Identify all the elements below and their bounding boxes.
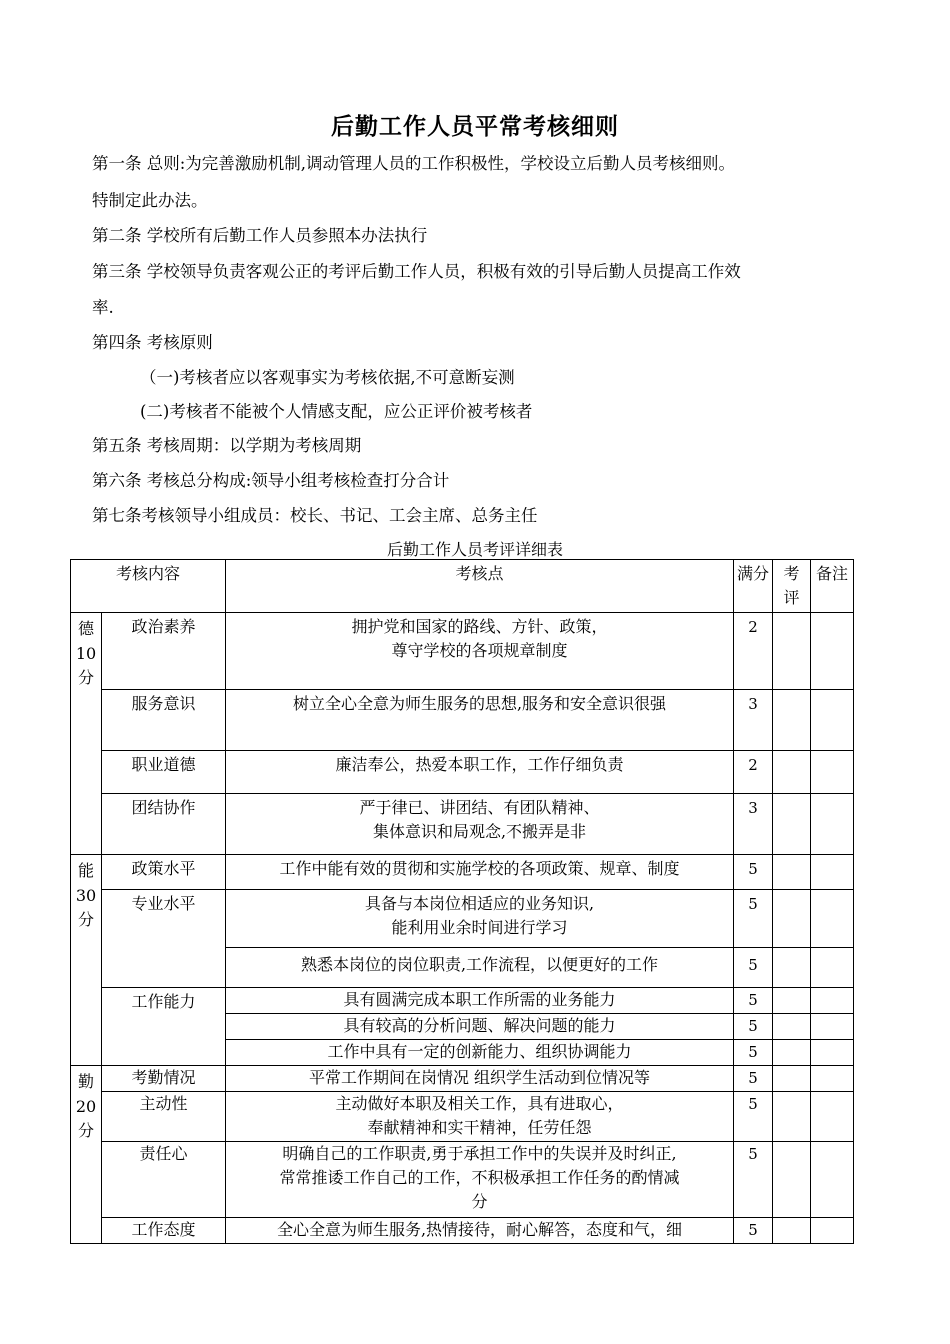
item-score: 2 [734,613,773,690]
item-score: 5 [734,1092,773,1142]
category-de: 德10分 [71,613,102,855]
item-name: 工作能力 [102,988,226,1066]
review-cell[interactable] [773,690,811,751]
item-score: 5 [734,948,773,988]
principle-2: (二)考核者不能被个人情感支配，应公正评价被考核者 [140,402,533,421]
paragraph-5: 第五条 考核周期：以学期为考核周期 [92,436,362,455]
paragraph-4: 第四条 考核原则 [92,333,213,352]
item-point: 树立全心全意为师生服务的思想,服务和安全意识很强 [226,690,734,751]
item-point: 廉洁奉公，热爱本职工作，工作仔细负责 [226,751,734,794]
table-row [71,690,854,751]
header-points: 考核点 [226,560,734,613]
note-cell[interactable] [811,1142,854,1218]
header-full-score: 满分 [734,560,773,613]
review-cell[interactable] [773,890,811,948]
item-point: 工作中具有一定的创新能力、组织协调能力 [226,1040,734,1066]
item-point: 明确自己的工作职责,勇于承担工作中的失误并及时纠正, 常常推诿工作自己的工作，不积极承担工作任务的酌情减 分 [226,1142,734,1218]
paragraph-3-cont: 率. [92,298,114,317]
table-row [71,1092,854,1142]
item-name: 政策水平 [102,855,226,890]
item-point: 主动做好本职及相关工作，具有进取心， 奉献精神和实干精神，任劳任怨 [226,1092,734,1142]
paragraph-1: 第一条 总则:为完善激励机制,调动管理人员的工作积极性，学校设立后勤人员考核细则。 [92,154,736,173]
table-row [71,1142,854,1218]
item-name: 考勤情况 [102,1066,226,1092]
item-point: 工作中能有效的贯彻和实施学校的各项政策、规章、制度 [226,855,734,890]
item-name: 工作态度 [102,1218,226,1244]
item-score: 5 [734,988,773,1014]
item-score: 5 [734,890,773,948]
item-name: 职业道德 [102,751,226,794]
item-score: 5 [734,1014,773,1040]
item-score: 5 [734,1040,773,1066]
category-neng: 能30分 [71,855,102,1066]
note-cell[interactable] [811,794,854,855]
item-score: 5 [734,1142,773,1218]
item-name: 政治素养 [102,613,226,690]
table-row [71,890,854,948]
item-score: 5 [734,1066,773,1092]
table-row [71,1066,854,1092]
note-cell[interactable] [811,1092,854,1142]
note-cell[interactable] [811,1066,854,1092]
note-cell[interactable] [811,751,854,794]
review-cell[interactable] [773,1218,811,1244]
table-caption: 后勤工作人员考评详细表 [386,540,563,559]
note-cell[interactable] [811,948,854,988]
item-point: 具备与本岗位相适应的业务知识, 能利用业余时间进行学习 [226,890,734,948]
review-cell[interactable] [773,1092,811,1142]
item-point: 全心全意为师生服务,热情接待，耐心解答，态度和气，细 [226,1218,734,1244]
principle-1: （一)考核者应以客观事实为考核依据,不可意断妄测 [140,368,515,387]
review-cell[interactable] [773,1040,811,1066]
table-row [71,613,854,690]
item-name: 团结协作 [102,794,226,855]
note-cell[interactable] [811,988,854,1014]
paragraph-2: 第二条 学校所有后勤工作人员参照本办法执行 [92,226,428,245]
table-row [71,751,854,794]
review-cell[interactable] [773,855,811,890]
note-cell[interactable] [811,890,854,948]
paragraph-7: 第七条考核领导小组成员：校长、书记、工会主席、总务主任 [92,506,538,525]
item-point: 具有圆满完成本职工作所需的业务能力 [226,988,734,1014]
review-cell[interactable] [773,988,811,1014]
paragraph-3: 第三条 学校领导负责客观公正的考评后勤工作人员，积极有效的引导后勤人员提高工作效 [92,262,741,281]
review-cell[interactable] [773,1142,811,1218]
note-cell[interactable] [811,690,854,751]
review-cell[interactable] [773,613,811,690]
item-point: 平常工作期间在岗情况 组织学生活动到位情况等 [226,1066,734,1092]
review-cell[interactable] [773,948,811,988]
item-name: 专业水平 [102,890,226,988]
table-row [71,855,854,890]
item-score: 3 [734,794,773,855]
item-name: 主动性 [102,1092,226,1142]
item-point: 严于律已、讲团结、有团队精神、 集体意识和局观念,不搬弄是非 [226,794,734,855]
note-cell[interactable] [811,1218,854,1244]
paragraph-1-cont: 特制定此办法。 [92,191,208,210]
header-note: 备注 [811,560,854,613]
note-cell[interactable] [811,1040,854,1066]
table-row [71,794,854,855]
review-cell[interactable] [773,794,811,855]
assessment-table [70,559,854,1244]
item-score: 2 [734,751,773,794]
header-content: 考核内容 [71,560,226,613]
review-cell[interactable] [773,1066,811,1092]
paragraph-6: 第六条 考核总分构成:领导小组考核检查打分合计 [92,471,450,490]
item-name: 责任心 [102,1142,226,1218]
item-score: 3 [734,690,773,751]
table-row [71,1218,854,1244]
note-cell[interactable] [811,1014,854,1040]
header-review: 考评 [773,560,811,613]
category-qin: 勤20分 [71,1066,102,1244]
table-row [71,988,854,1014]
item-score: 5 [734,1218,773,1244]
review-cell[interactable] [773,1014,811,1040]
item-point: 具有较高的分析问题、解决问题的能力 [226,1014,734,1040]
page-title: 后勤工作人员平常考核细则 [331,114,619,140]
review-cell[interactable] [773,751,811,794]
item-point: 拥护党和国家的路线、方针、政策， 尊守学校的各项规章制度 [226,613,734,690]
note-cell[interactable] [811,613,854,690]
item-name: 服务意识 [102,690,226,751]
table-header-row [71,560,854,613]
item-point: 熟悉本岗位的岗位职责,工作流程，以便更好的工作 [226,948,734,988]
note-cell[interactable] [811,855,854,890]
item-score: 5 [734,855,773,890]
